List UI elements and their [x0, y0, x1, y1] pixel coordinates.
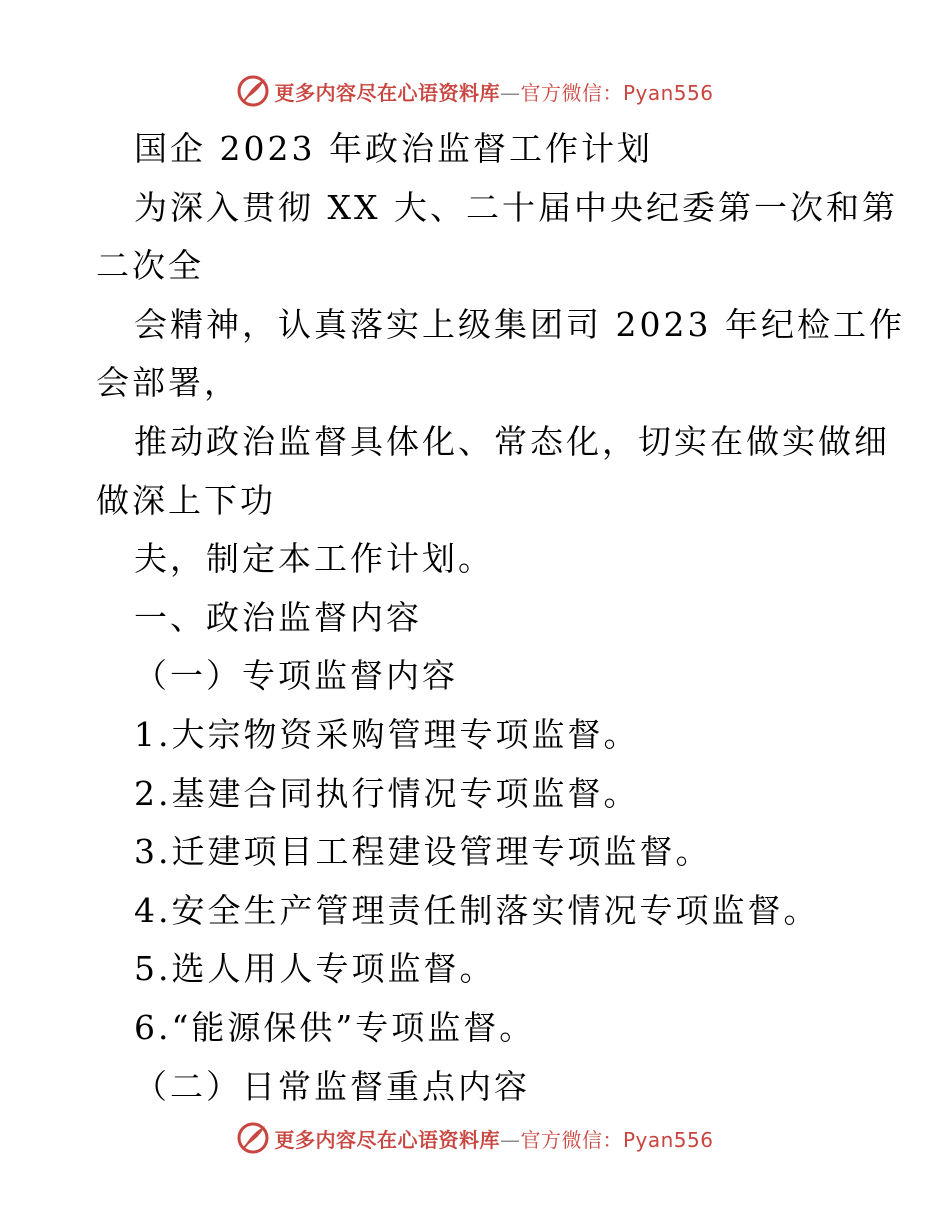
subsection-heading: （一）专项监督内容 [134, 656, 458, 696]
list-item: 5.选人用人专项监督。 [134, 949, 496, 989]
list-item: 3.迁建项目工程建设管理专项监督。 [134, 832, 712, 872]
document-title: 国企 2023 年政治监督工作计划 [134, 129, 653, 168]
subsection-heading: （二）日常监督重点内容 [134, 1066, 530, 1106]
paragraph-line: 为深入贯彻 XX 大、二十届中央纪委第一次和第 [134, 187, 898, 227]
list-item: 6.“能源保供”专项监督。 [134, 1007, 536, 1047]
paragraph-line: 夫，制定本工作计划。 [134, 539, 494, 579]
list-item: 4.安全生产管理责任制落实情况专项监督。 [134, 890, 820, 930]
paragraph-line: 会精神，认真落实上级集团司 2023 年纪检工作 [134, 304, 905, 344]
watermark-wechat-text: 官方微信：Pyan556 [520, 1127, 714, 1152]
list-item: 2.基建合同执行情况专项监督。 [134, 773, 640, 813]
paragraph-line: 会部署， [96, 363, 240, 403]
list-item: 1.大宗物资采购管理专项监督。 [134, 714, 640, 754]
watermark-wechat-text: 官方微信：Pyan556 [520, 80, 714, 105]
paragraph-line: 做深上下功 [96, 480, 276, 520]
watermark-separator: — [499, 80, 521, 105]
watermark-separator: — [499, 1127, 521, 1152]
feather-pen-logo-icon [236, 1121, 270, 1155]
section-heading: 一、政治监督内容 [134, 597, 422, 637]
watermark-site-text: 更多内容尽在心语资料库 [274, 80, 500, 105]
watermark-banner-top [0, 71, 950, 111]
paragraph-line: 推动政治监督具体化、常态化，切实在做实做细 [134, 421, 890, 461]
watermark-site-text: 更多内容尽在心语资料库 [274, 1127, 500, 1152]
document-body [96, 120, 905, 1116]
paragraph-line: 二次全 [96, 246, 204, 286]
feather-pen-logo-icon [236, 74, 270, 108]
watermark-banner-bottom [0, 1118, 950, 1158]
